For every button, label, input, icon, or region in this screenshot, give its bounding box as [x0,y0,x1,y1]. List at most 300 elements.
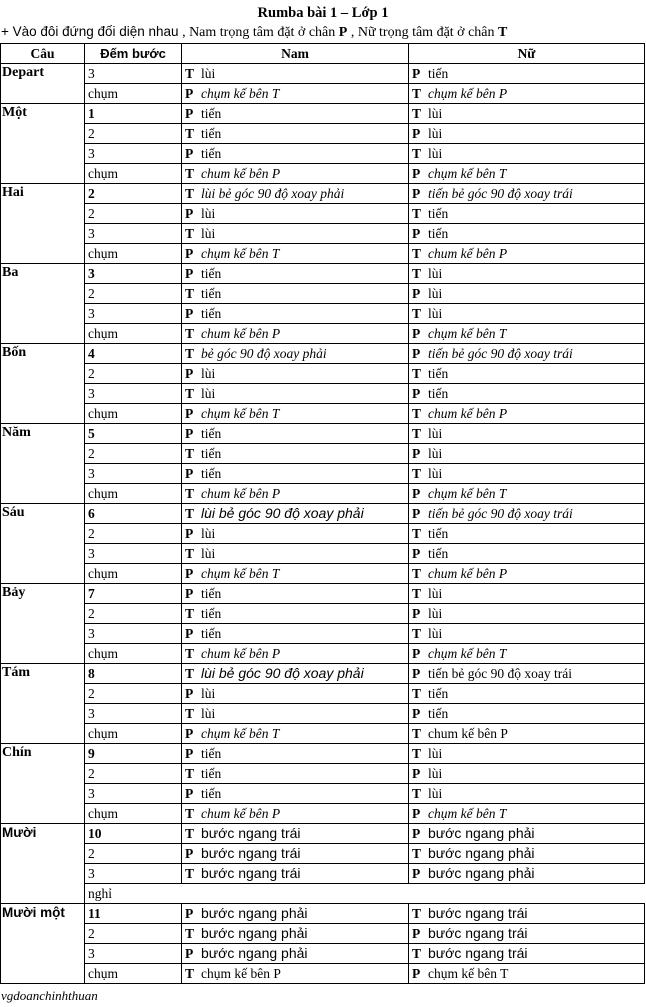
nam-cell [182,804,409,824]
table-row [1,424,645,444]
step-description: chum kế bên P [201,485,281,501]
nu-cell [409,184,645,204]
foot-label: P [412,65,421,81]
foot-label: P [412,325,421,341]
foot-label: T [412,906,422,921]
header-nam: Nam [182,44,409,64]
nu-cell [409,444,645,464]
step-description: bước ngang phải [428,865,535,881]
foot-label: T [185,965,195,981]
step-description: lùi [428,745,443,761]
step-description: chụm kế bên T [201,725,280,741]
cau-cell [1,244,85,264]
intro-text-a: , Nam trọng tâm đặt ở chân [178,25,339,40]
cau-cell [1,404,85,424]
foot-label: T [185,445,195,461]
nam-cell [182,204,409,224]
step-description: bước ngang phải [201,905,308,921]
cau-cell: Tám [1,664,85,684]
table-row [1,764,645,784]
nu-cell [409,704,645,724]
table-row [1,444,645,464]
count-cell: 3 [85,144,182,164]
count-cell: 3 [85,864,182,884]
count-cell: 2 [85,184,182,204]
step-table [0,43,645,984]
table-row [1,684,645,704]
cau-cell [1,624,85,644]
foot-label: T [412,85,422,101]
foot-label: P [412,866,421,881]
count-cell: 3 [85,264,182,284]
cau-cell [1,484,85,504]
count-cell: chụm [85,804,182,824]
foot-label: T [185,666,195,681]
count-cell: 11 [85,904,182,924]
intro-foot-b: T [498,25,508,40]
step-description: chum kế bên P [201,805,281,821]
foot-label: P [185,465,194,481]
nu-cell [409,104,645,124]
step-description: chụm kế bên P [201,965,281,981]
foot-label: T [185,65,195,81]
cau-cell: Một [1,104,85,124]
step-description: tiến [201,425,222,441]
intro-line [1,24,507,41]
step-description: tiến [201,465,222,481]
cau-cell [1,84,85,104]
nu-cell [409,224,645,244]
step-description: tiến [201,445,222,461]
intro-foot-a: P [338,25,348,40]
cau-cell [1,924,85,944]
cau-cell [1,204,85,224]
foot-label: P [185,525,194,541]
count-cell: 2 [85,684,182,704]
step-description: bước ngang trái [201,865,301,881]
foot-label: T [185,705,195,721]
nam-cell [182,304,409,324]
step-description: tiến [428,385,449,401]
count-cell: 3 [85,624,182,644]
foot-label: P [412,385,421,401]
foot-label: P [185,105,194,121]
foot-label: P [412,705,421,721]
table-row [1,324,645,344]
step-description: tiến [201,765,222,781]
foot-label: P [412,285,421,301]
nam-cell [182,724,409,744]
step-description: chụm kế bên T [428,325,507,341]
foot-label: T [185,285,195,301]
step-description: tiến [201,785,222,801]
nu-cell [409,564,645,584]
step-description: tiến [201,745,222,761]
step-description: chum kế bên P [428,405,508,421]
nam-cell [182,64,409,84]
nu-cell [409,304,645,324]
foot-label: P [412,605,421,621]
foot-label: T [185,165,195,181]
nu-cell [409,664,645,684]
step-description: tiến [201,145,222,161]
table-row [1,704,645,724]
step-description: lùi [428,625,443,641]
cau-cell: Mười một [1,904,85,924]
nu-cell [409,964,645,984]
foot-label: P [185,265,194,281]
step-description: lùi [428,445,443,461]
step-description: lùi bẻ góc 90 độ xoay phải [201,185,345,201]
count-cell: 3 [85,704,182,724]
foot-label: P [185,425,194,441]
table-row [1,604,645,624]
foot-label: T [412,525,422,541]
table-row [1,464,645,484]
page-title: Rumba bài 1 – Lớp 1 [257,5,389,21]
foot-label: T [185,805,195,821]
nu-cell [409,904,645,924]
nu-cell [409,844,645,864]
cau-cell [1,164,85,184]
step-description: lùi [428,765,443,781]
nu-cell [409,764,645,784]
foot-label: T [412,465,422,481]
table-row [1,344,645,364]
step-description: chụm kế bên T [201,565,280,581]
rest-cell: nghỉ [85,884,645,904]
step-description: chum kế bên P [201,645,281,661]
table-row [1,624,645,644]
count-cell: 3 [85,784,182,804]
step-description: lùi bẻ góc 90 độ xoay phải [201,665,364,681]
foot-label: P [185,365,194,381]
foot-label: T [412,946,422,961]
step-description: chụm kế bên P [428,85,508,101]
table-row [1,644,645,664]
foot-label: T [412,785,422,801]
foot-label: T [412,405,422,421]
foot-label: P [185,585,194,601]
nu-cell [409,504,645,524]
foot-label: T [412,565,422,581]
foot-label: P [412,805,421,821]
step-description: bước ngang trái [201,825,301,841]
step-description: tiến [201,605,222,621]
count-cell: chụm [85,724,182,744]
nu-cell [409,464,645,484]
cau-cell [1,684,85,704]
step-description: tiến [428,545,449,561]
foot-label: T [185,225,195,241]
foot-label: T [412,685,422,701]
nu-cell [409,124,645,144]
nam-cell [182,524,409,544]
step-description: lùi [201,65,216,81]
table-row [1,164,645,184]
nu-cell [409,144,645,164]
intro-prefix: + Vào đôi đứng đối diện nhau [1,24,179,39]
step-description: chụm kế bên T [428,485,507,501]
step-description: bẻ góc 90 độ xoay phải [201,345,327,361]
foot-label: P [185,846,194,861]
foot-label: P [185,245,194,261]
nu-cell [409,584,645,604]
foot-label: P [185,405,194,421]
count-cell: 8 [85,664,182,684]
step-description: chụm kế bên T [428,805,507,821]
table-row [1,884,645,904]
count-cell: 2 [85,204,182,224]
nam-cell [182,784,409,804]
table-row [1,664,645,684]
nam-cell [182,244,409,264]
table-row [1,944,645,964]
cau-cell: Hai [1,184,85,204]
nam-cell [182,364,409,384]
step-description: bước ngang phải [201,945,308,961]
foot-label: T [412,145,422,161]
foot-label: P [412,926,421,941]
nu-cell [409,404,645,424]
step-description: lùi [428,265,443,281]
foot-label: T [185,645,195,661]
nam-cell [182,944,409,964]
foot-label: T [412,585,422,601]
step-description: lùi [201,385,216,401]
foot-label: T [412,105,422,121]
foot-label: P [185,906,194,921]
nu-cell [409,264,645,284]
nam-cell [182,844,409,864]
foot-label: P [412,665,421,681]
cau-cell: Bảy [1,584,85,604]
foot-label: P [412,505,421,521]
foot-label: T [185,826,195,841]
step-description: lùi [201,525,216,541]
foot-label: T [185,866,195,881]
step-description: tiến [201,265,222,281]
foot-label: P [412,645,421,661]
nam-cell [182,824,409,844]
header-cau: Câu [1,44,85,64]
step-description: lùi [428,305,443,321]
count-cell: 3 [85,224,182,244]
nu-cell [409,924,645,944]
nam-cell [182,284,409,304]
count-cell: chụm [85,324,182,344]
step-description: tiến [428,525,449,541]
step-description: lùi [201,365,216,381]
nam-cell [182,264,409,284]
table-row [1,864,645,884]
cau-cell [1,764,85,784]
table-row [1,84,645,104]
count-cell: 2 [85,444,182,464]
step-description: chum kế bên P [201,325,281,341]
nam-cell [182,444,409,464]
step-description: tiến bẻ góc 90 độ xoay trái [428,505,573,521]
foot-label: T [185,125,195,141]
foot-label: P [185,725,194,741]
step-description: bước ngang phải [201,925,308,941]
foot-label: P [185,685,194,701]
step-description: lùi [201,225,216,241]
step-description: chụm kế bên T [201,85,280,101]
step-description: tiến [201,305,222,321]
step-description: tiến bẻ góc 90 độ xoay trái [428,185,573,201]
step-description: tiến [428,705,449,721]
nu-cell [409,944,645,964]
foot-label: T [412,205,422,221]
foot-label: T [185,485,195,501]
table-row [1,844,645,864]
foot-label: T [412,745,422,761]
step-description: tiến [201,285,222,301]
table-row [1,224,645,244]
nu-cell [409,644,645,664]
nam-cell [182,404,409,424]
foot-label: P [185,305,194,321]
foot-label: T [185,345,195,361]
cau-cell [1,284,85,304]
count-cell: 3 [85,464,182,484]
nam-cell [182,484,409,504]
nam-cell [182,704,409,724]
step-description: tiến [201,125,222,141]
cau-cell: Ba [1,264,85,284]
table-row [1,724,645,744]
step-description: chụm kế bên T [428,645,507,661]
cau-cell [1,304,85,324]
step-description: tiến [201,585,222,601]
count-cell: 7 [85,584,182,604]
foot-label: T [412,305,422,321]
nam-cell [182,224,409,244]
cau-cell [1,864,85,884]
author-credit: vgdoanchinhthuan [1,988,98,1003]
foot-label: T [185,385,195,401]
cau-cell [1,324,85,344]
step-description: tiến [201,105,222,121]
step-description: bước ngang trái [428,925,528,941]
nu-cell [409,284,645,304]
nam-cell [182,384,409,404]
table-row [1,784,645,804]
nu-cell [409,544,645,564]
table-row [1,544,645,564]
cau-cell [1,604,85,624]
nu-cell [409,864,645,884]
step-description: lùi [428,105,443,121]
table-row [1,64,645,84]
foot-label: P [412,225,421,241]
count-cell: chụm [85,564,182,584]
step-description: tiến bẻ góc 90 độ xoay trái [428,345,573,361]
step-description: chum kế bên P [428,245,508,261]
cau-cell [1,544,85,564]
nam-cell [182,684,409,704]
step-description: tiến [428,65,449,81]
foot-label: P [185,625,194,641]
table-row [1,104,645,124]
count-cell: chụm [85,404,182,424]
table-row [1,804,645,824]
cau-cell [1,644,85,664]
nu-cell [409,724,645,744]
nam-cell [182,164,409,184]
count-cell: 2 [85,364,182,384]
cau-cell [1,124,85,144]
cau-cell [1,944,85,964]
cau-cell [1,144,85,164]
count-cell: chụm [85,84,182,104]
nam-cell [182,564,409,584]
table-row [1,964,645,984]
count-cell: 1 [85,104,182,124]
foot-label: P [412,185,421,201]
nam-cell [182,624,409,644]
nu-cell [409,824,645,844]
foot-label: P [412,826,421,841]
nam-cell [182,124,409,144]
count-cell: 2 [85,844,182,864]
cau-cell [1,884,85,904]
header-count: Đếm bước [85,44,182,64]
table-row [1,824,645,844]
foot-label: T [412,425,422,441]
foot-label: T [412,365,422,381]
step-description: bước ngang trái [428,945,528,961]
table-row [1,484,645,504]
count-cell: chụm [85,644,182,664]
foot-label: P [412,765,421,781]
cau-cell [1,724,85,744]
nu-cell [409,84,645,104]
count-cell: chụm [85,164,182,184]
step-description: lùi [428,465,443,481]
foot-label: P [412,445,421,461]
table-row [1,924,645,944]
foot-label: T [412,245,422,261]
nam-cell [182,904,409,924]
nu-cell [409,364,645,384]
table-row [1,364,645,384]
step-description: lùi [428,425,443,441]
cau-cell: Chín [1,744,85,764]
count-cell: 2 [85,524,182,544]
nam-cell [182,924,409,944]
foot-label: P [412,965,421,981]
step-description: lùi [428,125,443,141]
step-description: chum kế bên P [201,165,281,181]
nu-cell [409,384,645,404]
table-row [1,144,645,164]
step-description: tiến [428,365,449,381]
count-cell: chụm [85,964,182,984]
nu-cell [409,64,645,84]
nam-cell [182,544,409,564]
step-description: bước ngang trái [428,905,528,921]
foot-label: P [185,565,194,581]
step-description: tiến [428,205,449,221]
intro-text-b: , Nữ trọng tâm đặt ở chân [347,25,499,40]
table-row [1,284,645,304]
nam-cell [182,424,409,444]
foot-label: T [412,625,422,641]
step-description: chụm kế bên T [201,405,280,421]
cau-cell [1,844,85,864]
